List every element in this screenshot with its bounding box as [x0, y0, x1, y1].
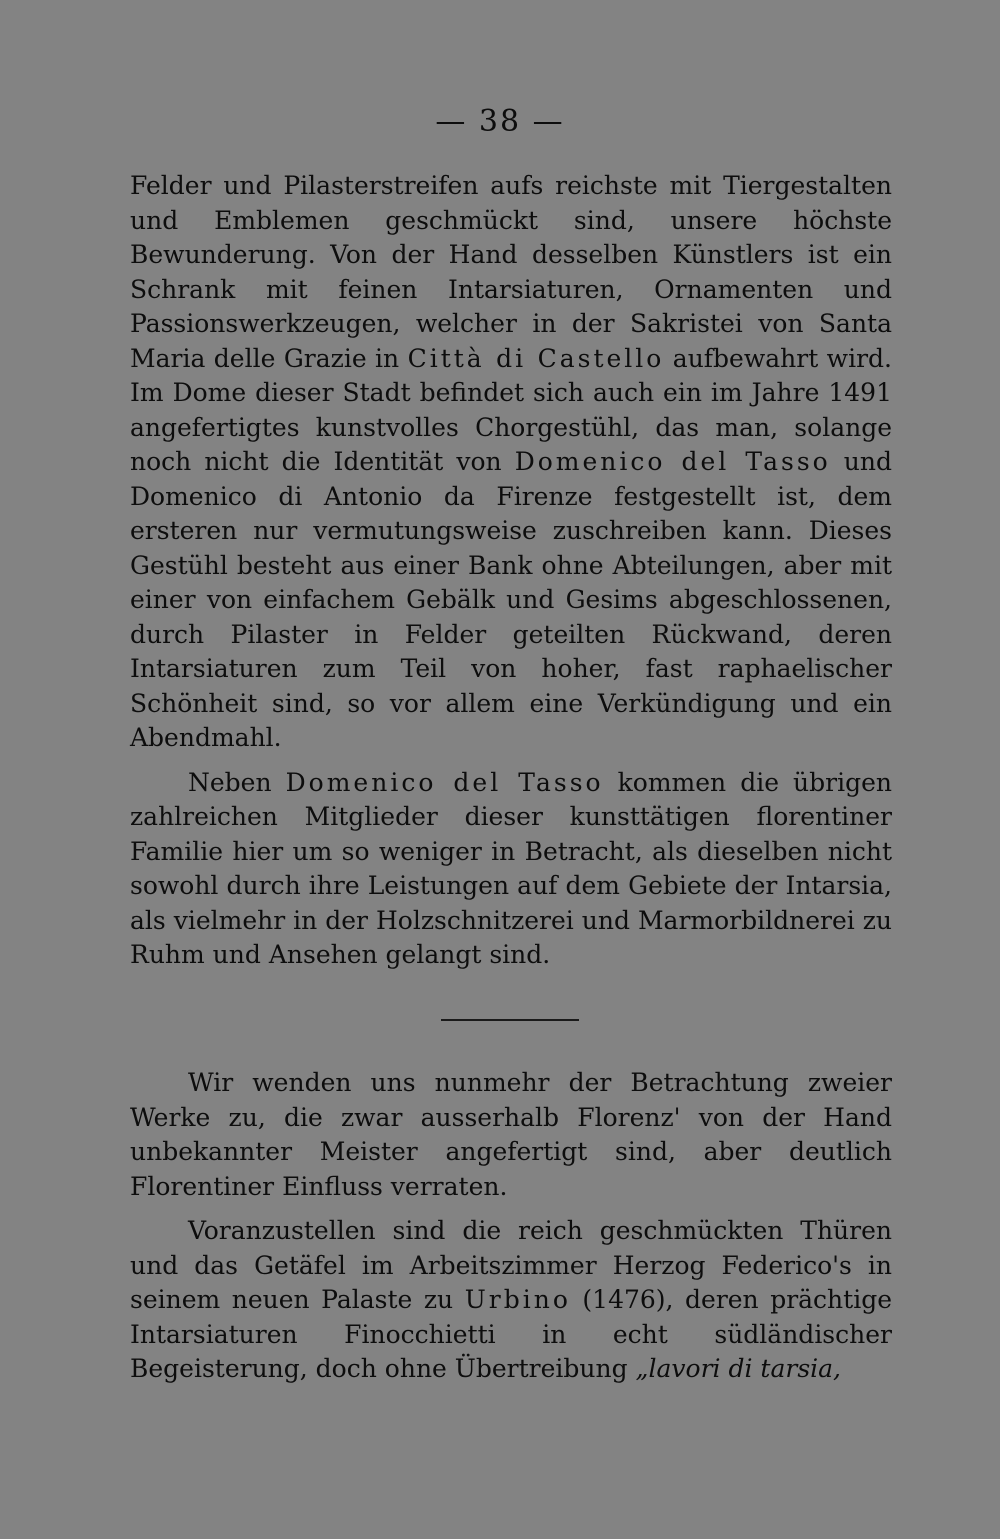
- section-separator-rule: [441, 1019, 579, 1021]
- quotation-italic: „lavori di tarsia,: [635, 1354, 841, 1383]
- paragraph-4-text-a: Voranzustellen sind die reich geschmückten Thüren und das Getäfel im Arbeitszimmer Herzog Federico's in seinem neuen Palaste zu: [130, 1216, 892, 1314]
- paragraph-1-text-c: und Domenico di Antonio da Firenze festgestellt ist, dem ersteren nur vermutungsweise zuschreiben kann. Dieses Gestühl besteht aus einer Bank ohne Abteilungen, aber mit einer von einfachem Gebälk und Gesims abgeschlossenen, durch Pilaster in Felder geteilten Rückwand, deren Intarsiaturen zum Teil von hoher, fast raphaelischer Schönheit sind, so vor allem eine Verkündigung und ein Abendmahl.: [130, 447, 892, 752]
- artist-name-domenico-del-tasso-2: Domenico del Tasso: [285, 767, 604, 797]
- paragraph-4: [130, 1214, 892, 1387]
- page-number: — 38 —: [435, 104, 565, 139]
- text-block-upper: [130, 169, 892, 973]
- paragraph-2-text-b: kommen die übrigen zahlreichen Mitglieder dieser kunsttätigen florentiner Familie hier um so weniger in Betracht, als dieselben nicht sowohl durch ihre Leistungen auf dem Gebiete der Intarsia, als vielmehr in der Holzschnitzerei und Marmorbildnerei zu Ruhm und Ansehen gelangt sind.: [130, 767, 892, 969]
- artist-name-domenico-del-tasso: Domenico del Tasso: [514, 447, 831, 476]
- paragraph-1: [130, 169, 892, 756]
- paragraph-4-text-b: (1476), deren prächtige Intarsiaturen Finocchietti in echt südländischer Begeisterung, doch ohne Übertreibung: [130, 1285, 892, 1383]
- paragraph-2-text-a: Neben: [188, 767, 286, 797]
- text-block-lower: [130, 1066, 892, 1387]
- paragraph-1-text-b: aufbewahrt wird. Im Dome dieser Stadt befindet sich auch ein im Jahre 1491 angefertigtes kunstvolles Chorgestühl, das man, solange noch nicht die Identität von: [130, 343, 892, 476]
- place-name-citta-di-castello: Città di Castello: [407, 343, 665, 373]
- paragraph-3: Wir wenden uns nunmehr der Betrachtung zweier Werke zu, die zwar ausserhalb Florenz' von der Hand unbekannter Meister angefertigt sind, aber deutlich Florentiner Einfluss verraten.: [130, 1068, 892, 1201]
- place-name-urbino: Urbino: [464, 1285, 571, 1314]
- paragraph-gap: [130, 756, 892, 766]
- paragraph-2: [130, 766, 892, 973]
- paragraph-gap-2: [130, 1204, 892, 1214]
- paragraph-1-text-a: Felder und Pilasterstreifen aufs reichste mit Tiergestalten und Emblemen geschmückt sind, unsere höchste Bewunderung. Von der Hand desselben Künstlers ist ein Schrank mit feinen Intarsiaturen, Ornamenten und Passionswerkzeugen, welcher in der Sakristei von Santa Maria delle Grazie in: [130, 171, 892, 373]
